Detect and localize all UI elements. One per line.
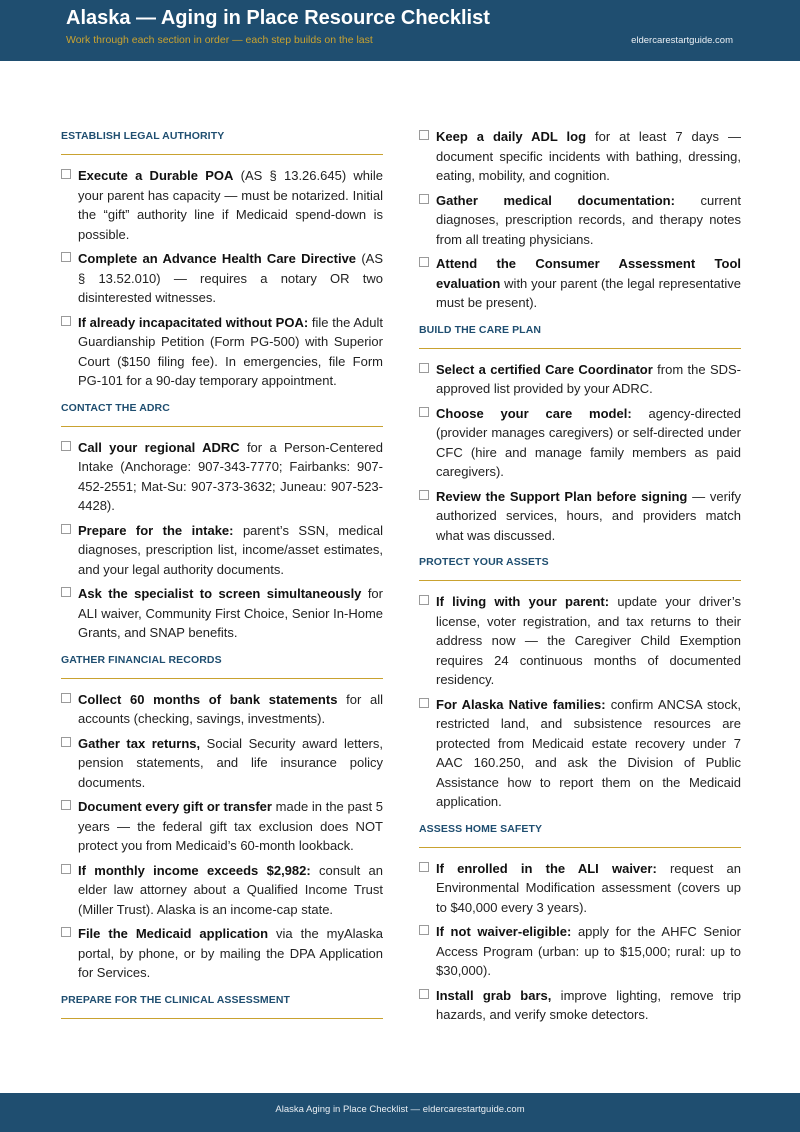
section-heading: PROTECT YOUR ASSETS	[419, 556, 741, 581]
checklist-item-text	[78, 797, 383, 856]
checklist-item-bold: Ask the specialist to screen simultaneously	[78, 586, 362, 601]
left-column	[61, 130, 383, 1030]
checklist-item-text	[436, 487, 741, 546]
checklist-item-detail: for a Person-Centered Intake (Anchorage: 907-343-7770; Fairbanks: 907-452-2551; Mat-Su: 907-373-3632; Juneau: 907-523-4428).	[78, 439, 384, 513]
checklist-item	[61, 924, 383, 983]
checklist-item-text	[78, 861, 383, 920]
checkbox[interactable]	[419, 698, 429, 708]
checklist-item-detail: parent’s SSN, medical diagnoses, prescription list, income/asset estimates, and your legal authority documents.	[78, 522, 383, 577]
checklist-item-text	[436, 986, 741, 1025]
checkbox[interactable]	[61, 587, 71, 597]
checklist-item	[419, 922, 741, 981]
checklist-item-text	[78, 166, 383, 244]
checklist-item-text	[78, 924, 383, 983]
checklist-item-text	[78, 734, 383, 793]
section-contact-the-adrc	[61, 402, 383, 643]
checklist-item	[419, 986, 741, 1025]
checklist-item	[61, 797, 383, 856]
checklist-item-detail: (AS § 13.26.645) while your parent has capacity — must be notarized. Initial the “gift” authority line if Medicaid spend-down is possible.	[78, 168, 384, 242]
checklist-item-detail: (AS § 13.52.010) — requires a notary OR two disinterested witnesses.	[78, 251, 383, 305]
checklist-item-text	[78, 690, 383, 729]
section-heading: BUILD THE CARE PLAN	[419, 324, 741, 349]
section-continued	[419, 127, 741, 313]
checklist-item-text	[436, 191, 741, 250]
section-establish-legal-authority	[61, 130, 383, 391]
checklist-item	[419, 404, 741, 482]
checklist-item	[419, 695, 741, 812]
checklist-item-bold: Document every gift or transfer	[78, 799, 272, 814]
checkbox[interactable]	[419, 130, 429, 140]
section-prepare-for-the-clinical-assessment	[61, 994, 383, 1019]
header-website: eldercarestartguide.com	[631, 35, 733, 46]
checkbox[interactable]	[61, 316, 71, 326]
footer-text: Alaska Aging in Place Checklist — eldercarestartguide.com	[275, 1104, 525, 1115]
section-build-the-care-plan	[419, 324, 741, 546]
section-heading: GATHER FINANCIAL RECORDS	[61, 654, 383, 679]
checklist-item-bold: Gather tax returns,	[78, 735, 201, 751]
checklist-item	[61, 313, 383, 391]
checklist-item-bold: Execute a Durable POA	[78, 168, 234, 183]
checklist-item	[419, 127, 741, 186]
checklist-item	[61, 861, 383, 920]
checklist-item-bold: Call your regional ADRC	[78, 439, 240, 455]
checkbox[interactable]	[419, 257, 429, 267]
checklist-item-detail: current diagnoses, prescription records, and therapy notes from all treating physicians.	[436, 192, 741, 247]
checklist-item	[61, 521, 383, 580]
checklist-item-text	[436, 254, 741, 313]
section-heading: PREPARE FOR THE CLINICAL ASSESSMENT	[61, 994, 383, 1019]
checklist-item-bold: Gather medical documentation:	[436, 192, 675, 208]
checklist-item-bold: Collect 60 months of bank statements	[78, 691, 338, 707]
checklist-item-bold: If not waiver-eligible:	[436, 924, 572, 939]
checklist-item-text	[436, 922, 741, 981]
checkbox[interactable]	[61, 864, 71, 874]
checklist-item-text	[436, 360, 741, 399]
checklist-item-bold: File the Medicaid application	[78, 926, 269, 941]
checkbox[interactable]	[419, 862, 429, 872]
checkbox[interactable]	[419, 363, 429, 373]
checklist-item-detail: Social Security award letters, pension statements, and life insurance policy documents.	[78, 735, 383, 790]
checklist-item-text	[78, 521, 383, 580]
checkbox[interactable]	[61, 441, 71, 451]
checkbox[interactable]	[61, 252, 71, 262]
checklist-item	[419, 254, 741, 313]
checkbox[interactable]	[419, 194, 429, 204]
checkbox[interactable]	[419, 407, 429, 417]
checklist-item	[419, 191, 741, 250]
checkbox[interactable]	[419, 595, 429, 605]
checklist-item-detail: agency-directed (provider manages caregivers) or self-directed under CFC (hire and manage family members as paid caregivers).	[436, 405, 741, 479]
checklist-item-bold: For Alaska Native families:	[436, 696, 606, 712]
checkbox[interactable]	[61, 524, 71, 534]
checklist-item-detail: confirm ANCSA stock, restricted land, and subsistence resources are protected from Medicaid estate recovery under 7 AAC 160.250, and ask the Division of Public Assistance how to report them on the Medicaid application.	[436, 696, 741, 809]
checklist-item-text	[436, 127, 741, 186]
checklist-item-detail: apply for the AHFC Senior Access Program (urban: up to $15,000; rural: up to $30,000).	[436, 924, 742, 978]
checklist-item-bold: Attend the Consumer Assessment Tool evaluation	[436, 256, 741, 291]
checklist-item-text	[78, 313, 383, 391]
checklist-item-detail: — verify authorized services, hours, and providers match what was discussed.	[436, 488, 741, 543]
checklist-item-detail: via the myAlaska portal, by phone, or by mailing the DPA Application for Services.	[78, 926, 383, 980]
section-assess-home-safety	[419, 823, 741, 1025]
checkbox[interactable]	[419, 989, 429, 999]
checklist-item-detail: for ALI waiver, Community First Choice, Senior In-Home Grants, and SNAP benefits.	[78, 586, 383, 640]
checklist-item	[419, 360, 741, 399]
checklist-item-text	[78, 584, 383, 643]
checklist-item-text	[436, 859, 741, 918]
checklist-item-detail: update your driver’s license, voter registration, and tax returns to their address now — the Caregiver Child Exemption requires 24 continuous months of documented residency.	[436, 594, 741, 687]
checklist-item	[61, 584, 383, 643]
page-title: Alaska — Aging in Place Resource Checklist	[66, 7, 490, 29]
checkbox[interactable]	[419, 490, 429, 500]
checklist-item-detail: made in the past 5 years — the federal gift tax exclusion does NOT protect you from Medicaid’s 60-month lookback.	[78, 799, 383, 853]
checklist-item-bold: Complete an Advance Health Care Directive	[78, 251, 357, 266]
checklist-item	[61, 166, 383, 244]
checklist-item-text	[436, 404, 741, 482]
checklist-item-bold: If monthly income exceeds $2,982:	[78, 862, 311, 878]
checklist-item-detail: file the Adult Guardianship Petition (Form PG-500) with Superior Court ($150 filing fee). In emergencies, file Form PG-101 for a 90-day temporary appointment.	[78, 314, 383, 388]
checklist-item	[61, 690, 383, 729]
checklist-item-detail: with your parent (the legal representative must be present).	[436, 275, 741, 310]
checklist-item-bold: If living with your parent:	[436, 594, 610, 609]
checklist-item	[61, 438, 383, 516]
page-subtitle: Work through each section in order — each step builds on the last	[66, 34, 373, 46]
checklist-item-detail: consult an elder law attorney about a Qualified Income Trust (Miller Trust). Alaska is an income-cap state.	[78, 862, 383, 917]
checklist-item-text	[436, 695, 741, 812]
checklist-item-text	[436, 592, 741, 690]
checklist-item-bold: Review the Support Plan before signing	[436, 488, 688, 504]
checkbox[interactable]	[61, 800, 71, 810]
checkbox[interactable]	[61, 693, 71, 703]
checklist-item	[61, 734, 383, 793]
checklist-item-bold: Install grab bars,	[436, 987, 552, 1003]
section-gather-financial-records	[61, 654, 383, 983]
checklist-item-detail: improve lighting, remove trip hazards, and verify smoke detectors.	[436, 987, 741, 1022]
checklist-item	[419, 487, 741, 546]
checklist-item-detail: for all accounts (checking, savings, investments).	[78, 691, 383, 726]
right-column	[419, 127, 741, 1036]
checkbox[interactable]	[61, 737, 71, 747]
checklist-item-bold: If already incapacitated without POA:	[78, 314, 309, 330]
checklist-item-text	[78, 249, 383, 308]
checkbox[interactable]	[419, 925, 429, 935]
section-heading: ESTABLISH LEGAL AUTHORITY	[61, 130, 383, 155]
checklist-item	[419, 592, 741, 690]
checklist-item-detail: from the SDS-approved list provided by your ADRC.	[436, 361, 742, 396]
checkbox[interactable]	[61, 927, 71, 937]
checklist-item-bold: Select a certified Care Coordinator	[436, 361, 653, 377]
checklist-item-bold: Prepare for the intake:	[78, 522, 234, 538]
checklist-item-detail: request an Environmental Modification assessment (covers up to $40,000 every 3 years).	[436, 860, 741, 915]
section-protect-your-assets	[419, 556, 741, 812]
checklist-item	[419, 859, 741, 918]
checklist-item-detail: for at least 7 days — document specific incidents with bathing, dressing, eating, mobility, and cognition.	[436, 129, 741, 183]
checklist-item-text	[78, 438, 383, 516]
section-heading: ASSESS HOME SAFETY	[419, 823, 741, 848]
checklist-item-bold: Choose your care model:	[436, 405, 632, 421]
checklist-item-bold: If enrolled in the ALI waiver:	[436, 860, 657, 876]
page-header	[0, 0, 800, 61]
checklist-item	[61, 249, 383, 308]
page-footer	[0, 1093, 800, 1132]
checkbox[interactable]	[61, 169, 71, 179]
checklist-item-bold: Keep a daily ADL log	[436, 129, 587, 144]
section-heading: CONTACT THE ADRC	[61, 402, 383, 427]
